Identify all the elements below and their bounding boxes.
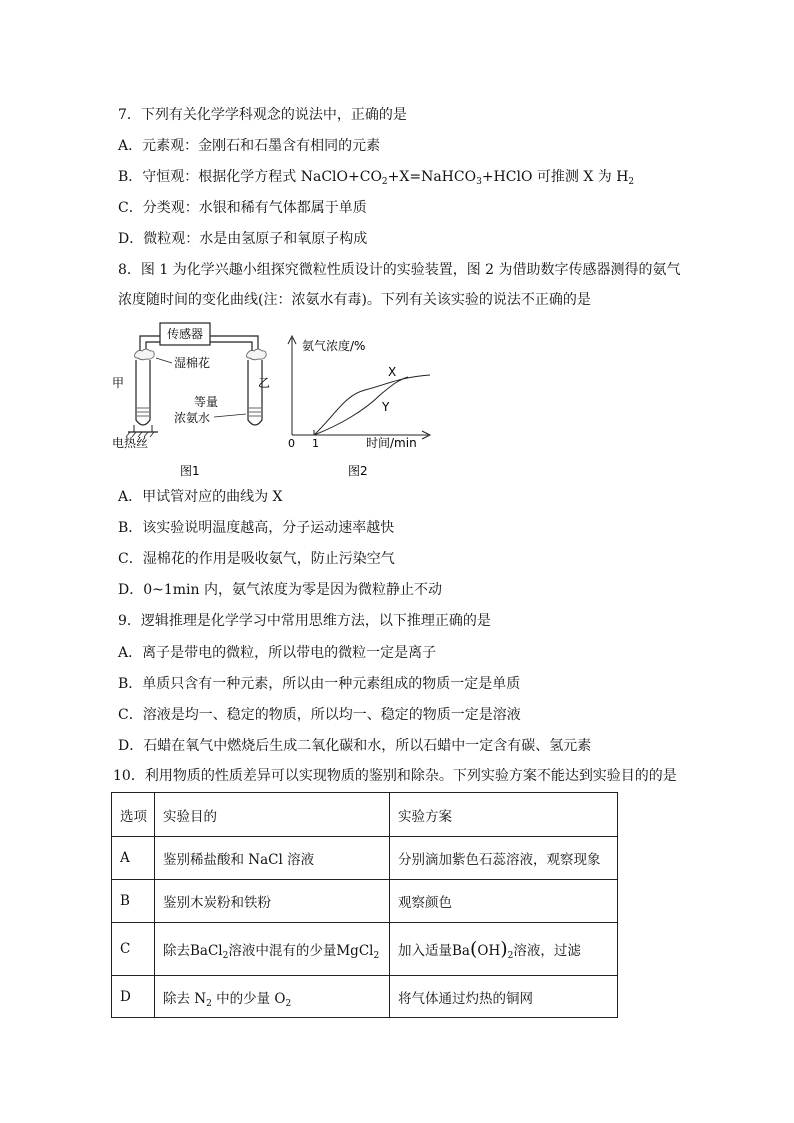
tube-left [136, 360, 150, 425]
row-option: B [112, 880, 155, 923]
header-option: 选项 [112, 793, 155, 837]
cotton-right [246, 349, 266, 360]
figure-2-graph [280, 330, 440, 478]
svg-text:等量: 等量 [194, 395, 219, 409]
header-plan: 实验方案 [390, 793, 618, 837]
q8-option-b: B．该实验说明温度越高，分子运动速率越快 [118, 520, 395, 536]
table-row [112, 880, 618, 923]
cotton-left [134, 349, 154, 360]
svg-text:氨气浓度/%: 氨气浓度/% [302, 339, 366, 353]
row-goal: 鉴别稀盐酸和 NaCl 溶液 [155, 837, 390, 880]
curve-y-label: Y [382, 400, 390, 414]
q7-option-b: B．守恒观：根据化学方程式 $NaClO+CO_2+X=NaHCO_3+HClO$ 可推测 X 为 $H_2$ [118, 169, 635, 187]
tube-right [248, 360, 262, 425]
q7-option-c: C．分类观：水银和稀有气体都属于单质 [118, 200, 367, 216]
svg-text:1: 1 [312, 437, 319, 450]
curve-x-label: X [388, 365, 397, 379]
svg-text:电热丝: 电热丝 [112, 436, 149, 450]
row-plan: 加入适量$Ba(OH)_2$溶液，过滤 [390, 923, 618, 976]
q8-stem-line2: 浓度随时间的变化曲线(注：浓氨水有毒)。下列有关该实验的说法不正确的是 [118, 292, 591, 308]
curve-x [314, 375, 430, 435]
q9-option-b: B．单质只含有一种元素，所以由一种元素组成的物质一定是单质 [118, 676, 521, 692]
q9-option-a: A．离子是带电的微粒，所以带电的微粒一定是离子 [118, 645, 437, 661]
row-goal: 除去BaCl$_2$溶液中混有的少量MgCl$_2$ [155, 923, 390, 976]
table-row [112, 976, 618, 1018]
q8-option-c: C．湿棉花的作用是吸收氨气，防止污染空气 [118, 551, 395, 567]
svg-text:乙: 乙 [257, 376, 270, 390]
q7-stem: 7．下列有关化学学科观念的说法中，正确的是 [118, 107, 407, 123]
figure-1-apparatus [110, 320, 270, 480]
row-option: A [112, 837, 155, 880]
svg-text:图1: 图1 [180, 464, 200, 478]
q9-option-c: C．溶液是均一、稳定的物质，所以均一、稳定的物质一定是溶液 [118, 707, 521, 723]
row-plan: 分别滴加紫色石蕊溶液，观察现象 [390, 837, 618, 880]
table-row [112, 923, 618, 976]
q10-stem: 10．利用物质的性质差异可以实现物质的鉴别和除杂。下列实验方案不能达到实验目的的是 [113, 768, 677, 784]
q10-options-table [111, 792, 618, 1018]
q9-option-d: D．石蜡在氧气中燃烧后生成二氧化碳和水，所以石蜡中一定含有碳、氢元素 [118, 738, 592, 754]
svg-text:0: 0 [288, 437, 295, 450]
svg-text:湿棉花: 湿棉花 [174, 356, 211, 370]
q7-option-a: A．元素观：金刚石和石墨含有相同的元素 [118, 138, 381, 154]
curve-y [314, 377, 408, 435]
table-row [112, 837, 618, 880]
row-plan: 观察颜色 [390, 880, 618, 923]
q7-option-d: D．微粒观：水是由氢原子和氧原子构成 [118, 231, 368, 247]
svg-text:时间/min: 时间/min [366, 436, 417, 450]
q9-stem: 9．逻辑推理是化学学习中常用思维方法，以下推理正确的是 [118, 613, 491, 629]
svg-text:图2: 图2 [348, 464, 368, 478]
table-header-row [112, 793, 618, 837]
q8-stem-line1: 8．图 1 为化学兴趣小组探究微粒性质设计的实验装置，图 2 为借助数字传感器测得的氨气 [118, 262, 681, 278]
svg-text:浓氨水: 浓氨水 [174, 411, 211, 425]
q8-option-d: D．0~1min 内，氨气浓度为零是因为微粒静止不动 [118, 582, 442, 598]
row-goal: 鉴别木炭粉和铁粉 [155, 880, 390, 923]
row-option: D [112, 976, 155, 1018]
q8-option-a: A．甲试管对应的曲线为 X [118, 489, 283, 505]
header-goal: 实验目的 [155, 793, 390, 837]
svg-text:传感器: 传感器 [166, 327, 204, 341]
row-goal: 除去 $N_2$ 中的少量 $O_2$ [155, 976, 390, 1018]
row-plan: 将气体通过灼热的铜网 [390, 976, 618, 1018]
row-option: C [112, 923, 155, 976]
svg-text:甲: 甲 [112, 376, 125, 390]
